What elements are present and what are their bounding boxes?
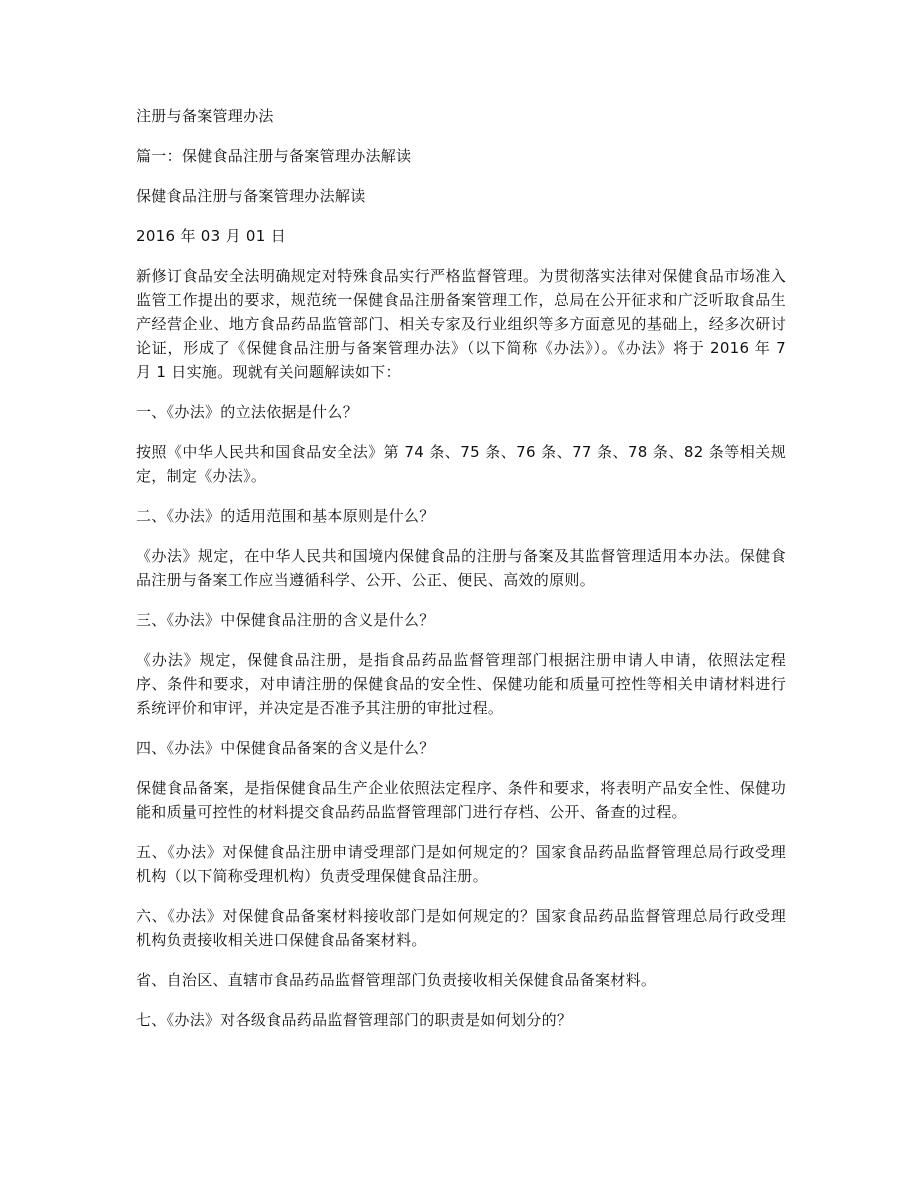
- question-1: 一、《办法》的立法依据是什么？: [136, 403, 359, 421]
- question-answer-5: 五、《办法》对保健食品注册申请受理部门是如何规定的？国家食品药品监督管理总局行政受理机构（以下简称受理机构）负责受理保健食品注册。: [136, 843, 786, 885]
- answer-2: 《办法》规定，在中华人民共和国境内保健食品的注册与备案及其监督管理适用本办法。保健食品注册与备案工作应当遵循科学、公开、公正、便民、高效的原则。: [136, 547, 786, 589]
- question-3: 三、《办法》中保健食品注册的含义是什么？: [136, 611, 435, 629]
- answer-3: 《办法》规定，保健食品注册，是指食品药品监督管理部门根据注册申请人申请，依照法定程序、条件和要求，对申请注册的保健食品的安全性、保健功能和质量可控性等相关申请材料进行系统评价和审评，并决定是否准予其注册的审批过程。: [136, 651, 786, 717]
- question-answer-6: 六、《办法》对保健食品备案材料接收部门是如何规定的？国家食品药品监督管理总局行政受理机构负责接收相关进口保健食品备案材料。: [136, 907, 786, 949]
- question-4: 四、《办法》中保健食品备案的含义是什么？: [136, 739, 435, 757]
- answer-1: 按照《中华人民共和国食品安全法》第 74 条、75 条、76 条、77 条、78 条、82 条等相关规定，制定《办法》。: [136, 443, 786, 485]
- answer-6-continued: 省、自治区、直辖市食品药品监督管理部门负责接收相关保健食品备案材料。: [136, 971, 657, 989]
- article-heading: 保健食品注册与备案管理办法解读: [136, 187, 366, 205]
- document-body: [136, 104, 786, 1048]
- intro-paragraph: 新修订食品安全法明确规定对特殊食品实行严格监督管理。为贯彻落实法律对保健食品市场准入监管工作提出的要求，规范统一保健食品注册备案管理工作，总局在公开征求和广泛听取食品生产经营企业、地方食品药品监管部门、相关专家及行业组织等多方面意见的基础上，经多次研讨论证，形成了《保健食品注册与备案管理办法》（以下简称《办法》）。《办法》将于 2016 年 7 月 1 日实施。现就有关问题解读如下：: [136, 267, 786, 381]
- question-7: 七、《办法》对各级食品药品监督管理部门的职责是如何划分的？: [136, 1011, 573, 1029]
- document-title: 注册与备案管理办法: [136, 107, 274, 125]
- question-2: 二、《办法》的适用范围和基本原则是什么？: [136, 507, 435, 525]
- document-subtitle: 篇一：保健食品注册与备案管理办法解读: [136, 147, 412, 165]
- answer-4: 保健食品备案，是指保健食品生产企业依照法定程序、条件和要求，将表明产品安全性、保健功能和质量可控性的材料提交食品药品监督管理部门进行存档、公开、备查的过程。: [136, 779, 786, 821]
- article-date: 2016 年 03 月 01 日: [136, 227, 286, 245]
